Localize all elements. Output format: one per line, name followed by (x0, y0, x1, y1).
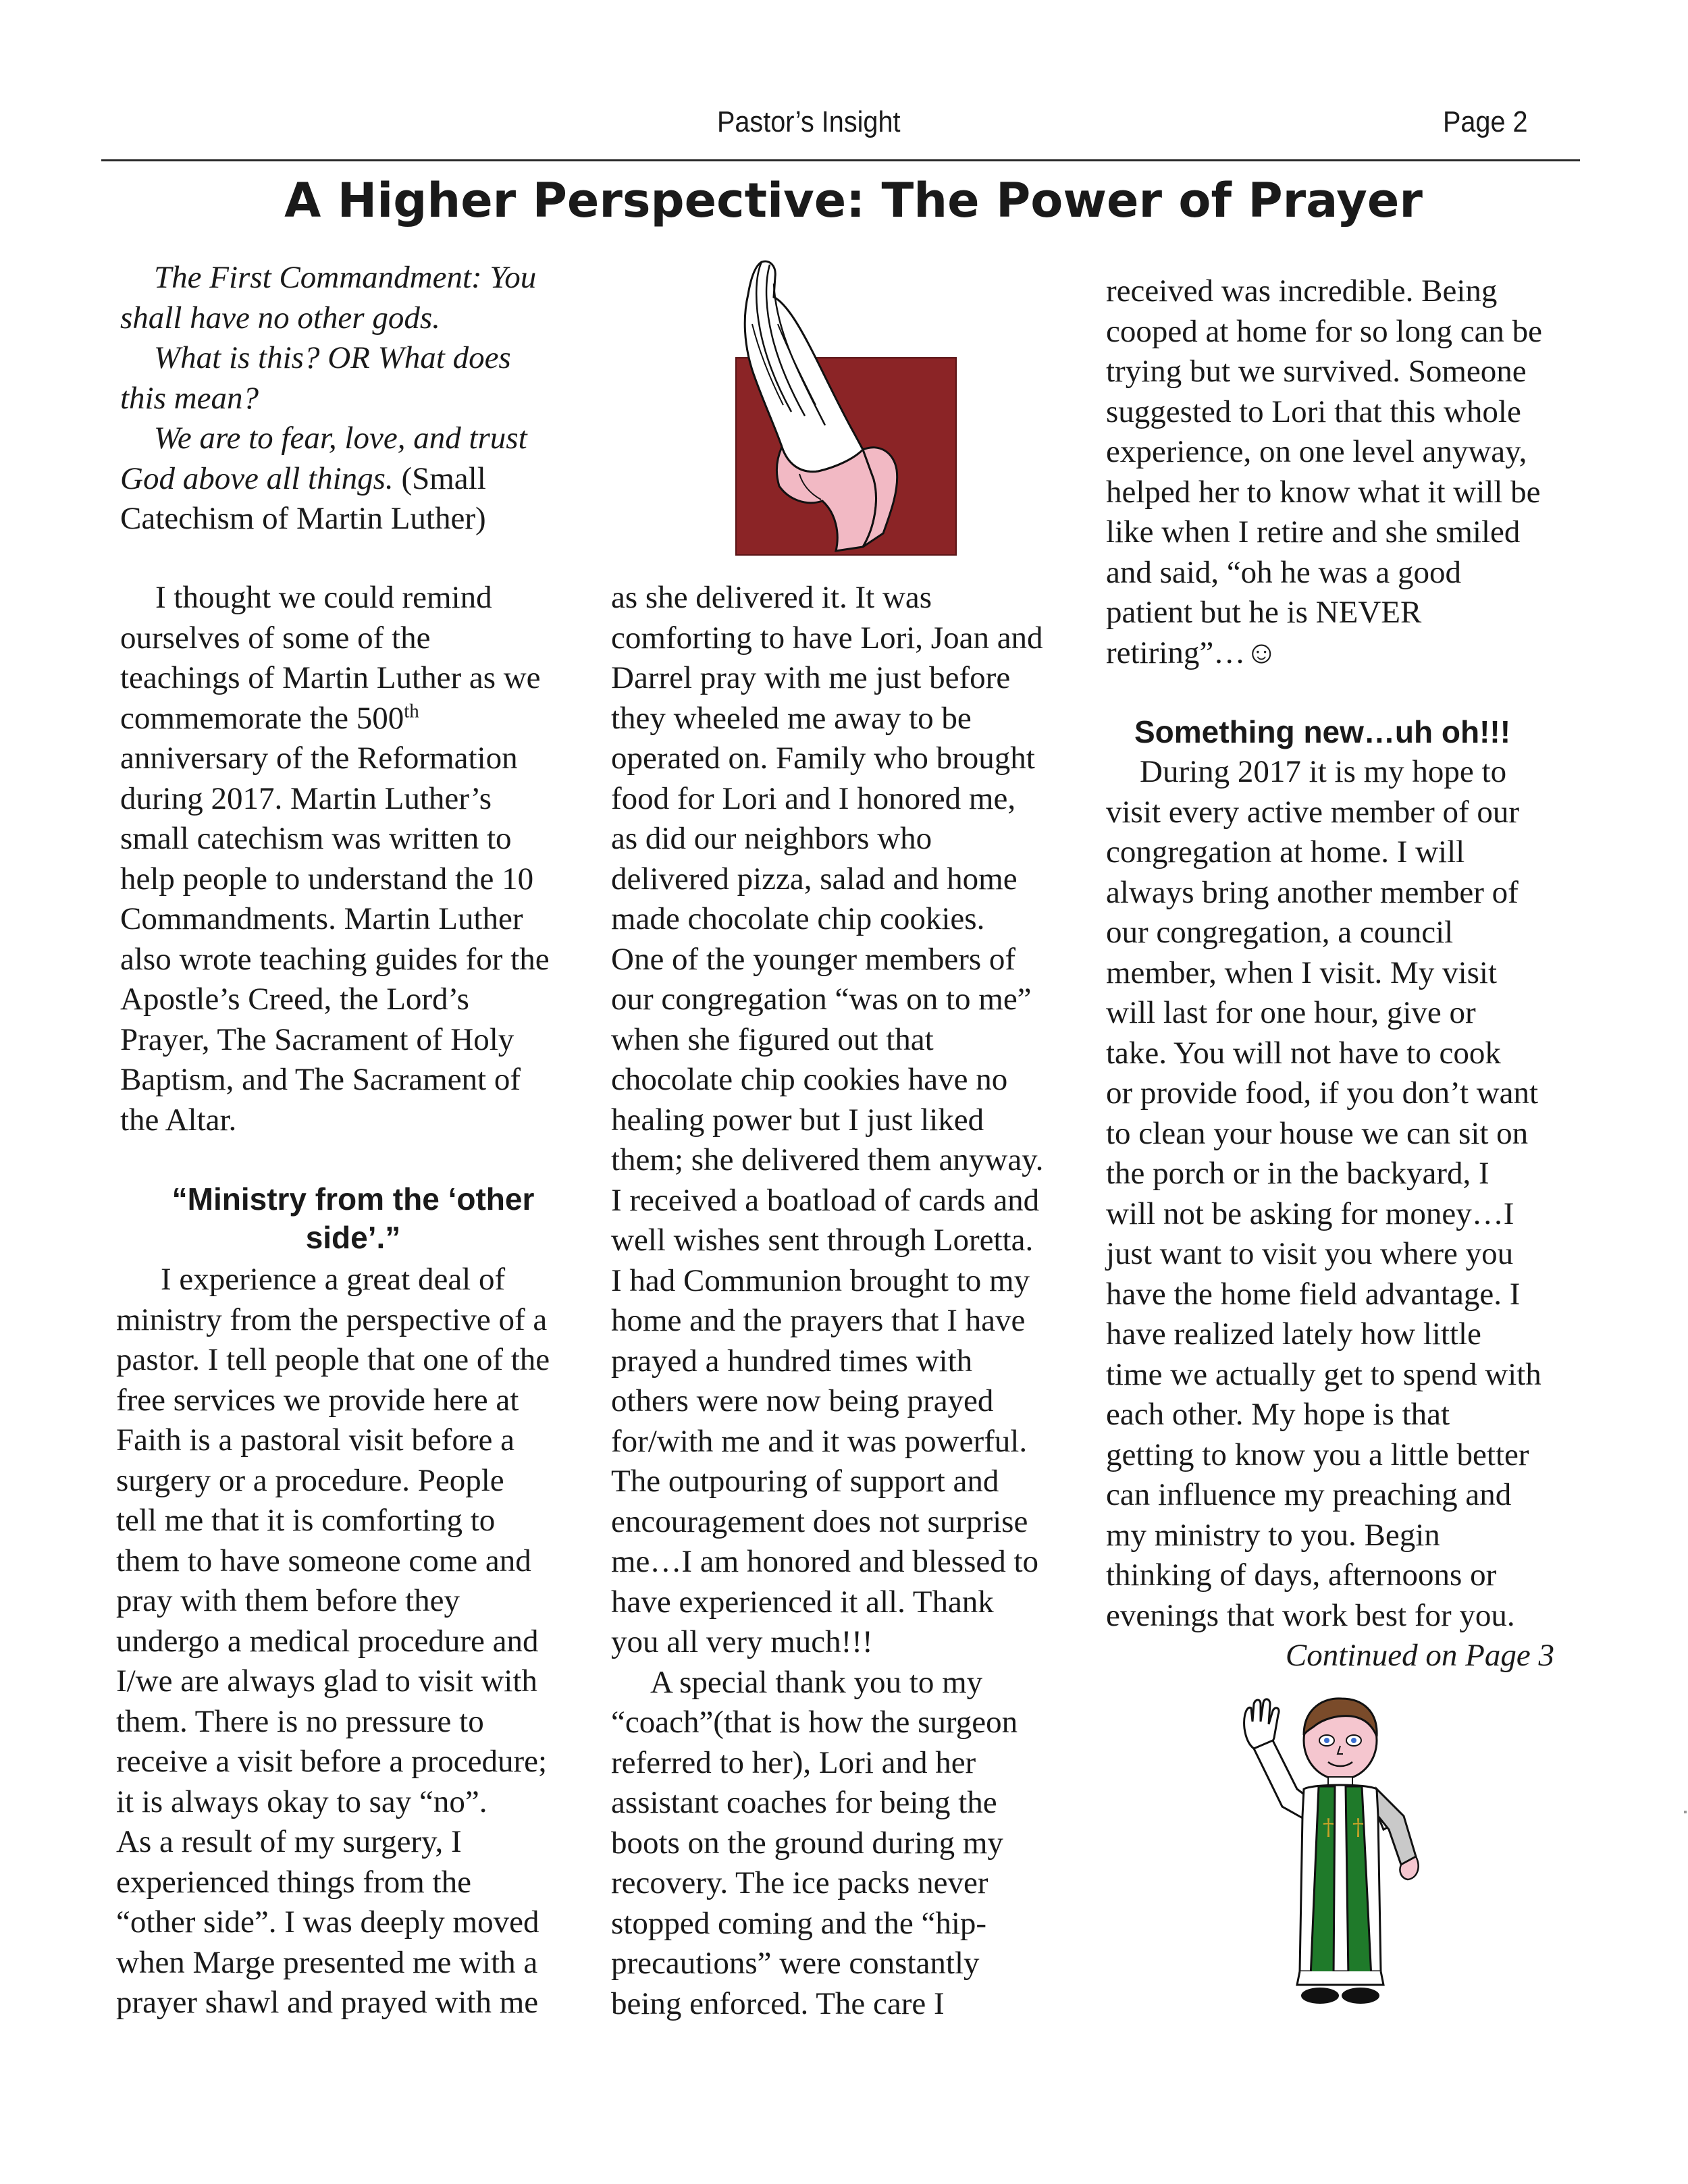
column-3-paragraph-2 (1106, 752, 1579, 1676)
text-line: ministry from the perspective of a (116, 1302, 548, 1337)
text-line: also wrote teaching guides for the (120, 941, 550, 977)
text-line: others were now being prayed (611, 1383, 994, 1418)
text-line: thinking of days, afternoons or (1106, 1557, 1497, 1593)
text-line: trying but we survived. Someone (1106, 354, 1527, 389)
column-1-subheading (120, 1180, 586, 1257)
text-line: teachings of Martin Luther as we (120, 660, 541, 695)
article-title: A Higher Perspective: The Power of Prayer (284, 173, 1423, 228)
text-line: precautions” were constantly (611, 1946, 980, 1981)
text-line: assistant coaches for being the (611, 1785, 997, 1820)
page-number: Page 2 (1443, 105, 1528, 138)
text-line: cooped at home for so long can be (1106, 313, 1543, 349)
text-line: Prayer, The Sacrament of Holy (120, 1021, 515, 1057)
text-line: congregation at home. I will (1106, 834, 1465, 870)
text-line: I/we are always glad to visit with (116, 1663, 537, 1699)
text-line: help people to understand the 10 (120, 861, 534, 897)
text-line: and said, “oh he was a good (1106, 554, 1461, 590)
text-line: evenings that work best for you. (1106, 1597, 1515, 1633)
text-line: time we actually get to spend with (1106, 1356, 1541, 1392)
text-line: delivered pizza, salad and home (611, 861, 1018, 897)
text-line: As a result of my surgery, I (116, 1824, 462, 1859)
text-line: visit every active member of our (1106, 794, 1520, 830)
text-line: me…I am honored and blessed to (611, 1544, 1039, 1579)
text-line: for/with me and it was powerful. (611, 1423, 1028, 1459)
text-line: have realized lately how little (1106, 1316, 1481, 1352)
text-line: experience, on one level anyway, (1106, 434, 1527, 469)
text-line: tell me that it is comforting to (116, 1503, 496, 1538)
quote-line: shall have no other gods. (120, 300, 440, 336)
text-line: referred to her), Lori and her (611, 1744, 976, 1780)
text-line: prayer shawl and prayed with me (116, 1985, 539, 2020)
text-line: can influence my preaching and (1106, 1477, 1512, 1512)
text-line: suggested to Lori that this whole (1106, 394, 1521, 429)
text-line: being enforced. The care I (611, 1986, 945, 2021)
text-line: have experienced it all. Thank (611, 1584, 994, 1620)
text-line: One of the younger members of (611, 941, 1016, 977)
text-line: undergo a medical procedure and (116, 1623, 539, 1659)
quote-line: this mean? (120, 380, 259, 416)
text-line: Baptism, and The Sacrament of (120, 1062, 521, 1097)
text-line: food for Lori and I honored me, (611, 780, 1016, 816)
text-line: when Marge presented me with a (116, 1944, 538, 1980)
text-line: “other side”. I was deeply moved (116, 1905, 539, 1940)
text-line: getting to know you a little better (1106, 1437, 1529, 1472)
text-line: healing power but I just liked (611, 1102, 984, 1138)
text-line: small catechism was written to (120, 821, 512, 856)
text-line: patient but he is NEVER (1106, 595, 1422, 630)
text-line: as did our neighbors who (611, 821, 932, 856)
subheading-line: Something new…uh oh!!! (1134, 714, 1511, 749)
text-line: A special thank you to my (650, 1664, 983, 1700)
text-line: commemorate the 500th (120, 699, 419, 736)
text-line: I experience a great deal of (161, 1262, 506, 1297)
text-line: chocolate chip cookies have no (611, 1062, 1008, 1097)
text-line: boots on the ground during my (611, 1825, 1003, 1861)
scan-speck (1684, 1811, 1687, 1813)
text-line: The outpouring of support and (611, 1464, 999, 1499)
text-line: free services we provide here at (116, 1382, 519, 1418)
quote-line: What is this? OR What does (154, 340, 511, 375)
text-line: it is always okay to say “no”. (116, 1784, 487, 1819)
text-line: my ministry to you. Begin (1106, 1517, 1440, 1553)
text-line: our congregation, a council (1106, 915, 1454, 950)
column-2-paragraph-1 (611, 578, 1084, 2024)
quote-line: The First Commandment: You (154, 260, 537, 295)
text-line: anniversary of the Reformation (120, 741, 518, 776)
text-line: our congregation “was on to me” (611, 982, 1032, 1017)
column-1-paragraph-1 (120, 578, 586, 1140)
text-line: when she figured out that (611, 1021, 934, 1057)
svg-text:†: † (1352, 1814, 1364, 1841)
text-line: them to have someone come and (116, 1543, 531, 1578)
text-line: during 2017. Martin Luther’s (120, 780, 492, 816)
text-line: the Altar. (120, 1102, 237, 1138)
text-line: surgery or a procedure. People (116, 1462, 504, 1498)
text-line: recovery. The ice packs never (611, 1865, 988, 1900)
text-line: prayed a hundred times with (611, 1343, 973, 1379)
column-1-paragraph-2 (116, 1260, 582, 2023)
svg-text:†: † (1323, 1814, 1334, 1841)
text-line: I had Communion brought to my (611, 1262, 1030, 1298)
text-line: them. There is no pressure to (116, 1703, 484, 1739)
text-line: well wishes sent through Loretta. (611, 1223, 1034, 1258)
text-line: received was incredible. Being (1106, 273, 1498, 309)
text-line: as she delivered it. It was (611, 580, 932, 615)
text-line: always bring another member of (1106, 874, 1519, 910)
text-line: pray with them before they (116, 1583, 460, 1618)
text-line: Darrel pray with me just before (611, 660, 1011, 695)
text-line: will not be asking for money…I (1106, 1196, 1514, 1231)
text-line: experienced things from the (116, 1864, 471, 1900)
text-line: ourselves of some of the (120, 620, 431, 656)
text-line: made chocolate chip cookies. (611, 901, 985, 936)
text-line: During 2017 it is my hope to (1140, 754, 1507, 789)
text-line: home and the prayers that I have (611, 1303, 1026, 1338)
text-line: them; she delivered them anyway. (611, 1142, 1044, 1177)
praying-hands-icon (735, 257, 957, 556)
text-line: you all very much!!! (611, 1624, 873, 1659)
text-line: take. You will not have to cook (1106, 1035, 1501, 1071)
text-line: Commandments. Martin Luther (120, 901, 523, 936)
column-1-quote (120, 258, 586, 539)
column-3-paragraph-1 (1106, 271, 1579, 673)
text-line: or provide food, if you don’t want (1106, 1075, 1539, 1111)
column-3-subheading (1106, 713, 1579, 751)
text-line: retiring”…☺ (1106, 635, 1278, 670)
text-line: Apostle’s Creed, the Lord’s (120, 982, 469, 1017)
text-line: each other. My hope is that (1106, 1397, 1450, 1432)
subheading-line: side’.” (305, 1220, 401, 1255)
header-rule (101, 159, 1580, 161)
quote-line: Catechism of Martin Luther) (120, 501, 486, 536)
running-header-section: Pastor’s Insight (717, 105, 901, 138)
text-line: receive a visit before a procedure; (116, 1744, 548, 1779)
waving-pastor-icon (1239, 1688, 1442, 2012)
text-line: pastor. I tell people that one of the (116, 1342, 550, 1377)
text-line: they wheeled me away to be (611, 700, 972, 736)
text-line: Faith is a pastoral visit before a (116, 1422, 515, 1458)
text-line: helped her to know what it will be (1106, 474, 1541, 510)
subheading-line: “Ministry from the ‘other (172, 1181, 535, 1217)
text-line: just want to visit you where you (1106, 1236, 1514, 1271)
text-line: encouragement does not surprise (611, 1503, 1028, 1539)
text-line: comforting to have Lori, Joan and (611, 620, 1043, 656)
text-line: the porch or in the backyard, I (1106, 1156, 1489, 1191)
text-line: I received a boatload of cards and (611, 1182, 1040, 1218)
text-line: member, when I visit. My visit (1106, 955, 1498, 990)
text-line: operated on. Family who brought (611, 741, 1035, 776)
text-line: “coach”(that is how the surgeon (611, 1705, 1018, 1740)
text-line: like when I retire and she smiled (1106, 514, 1521, 550)
text-line: stopped coming and the “hip- (611, 1905, 987, 1941)
quote-line: God above all things. (Small (120, 460, 486, 496)
continued-note: Continued on Page 3 (1285, 1638, 1554, 1673)
text-line: to clean your house we can sit on (1106, 1115, 1529, 1151)
quote-line: We are to fear, love, and trust (154, 421, 527, 456)
text-line: have the home field advantage. I (1106, 1276, 1521, 1312)
text-line: I thought we could remind (155, 580, 492, 615)
text-line: will last for one hour, give or (1106, 995, 1476, 1030)
